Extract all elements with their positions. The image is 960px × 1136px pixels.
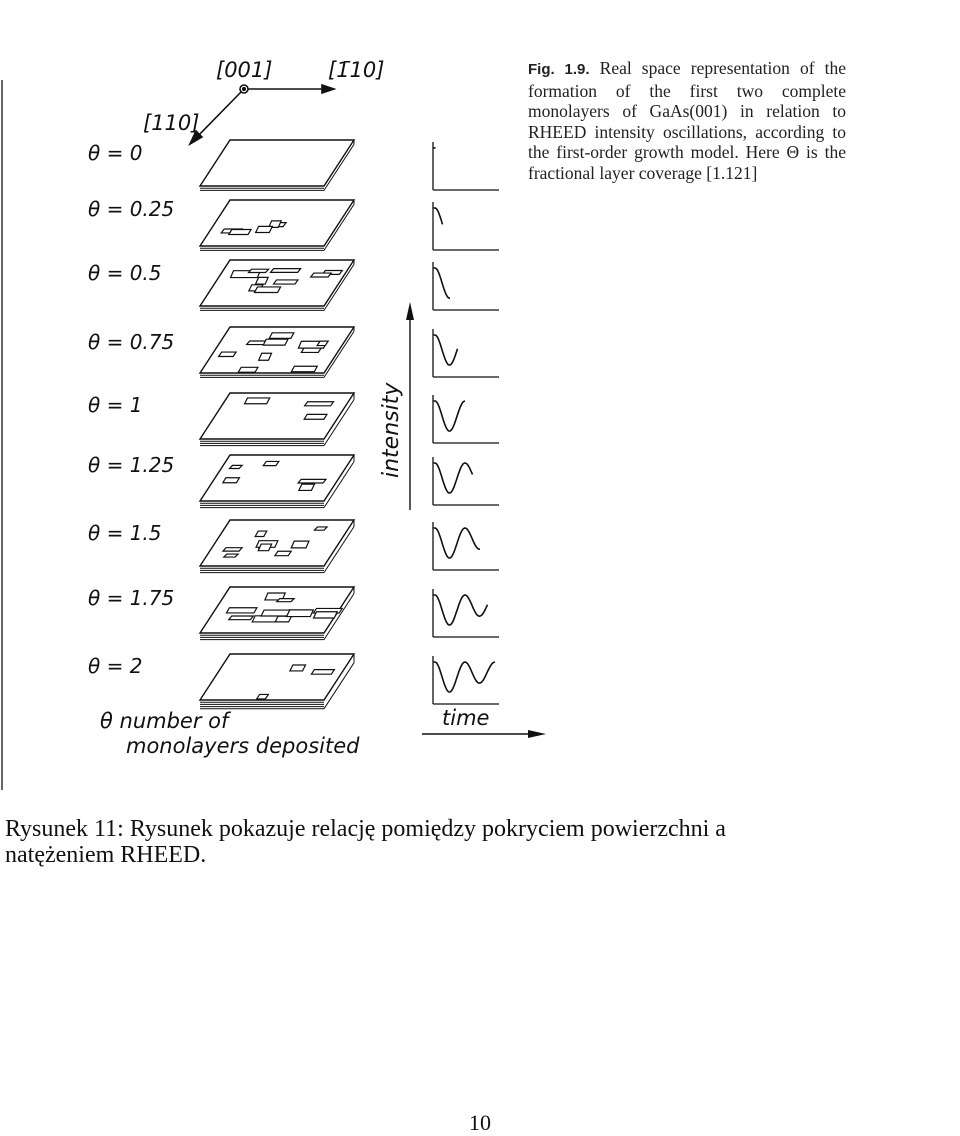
- island: [238, 367, 258, 372]
- island: [299, 484, 315, 490]
- intensity-trace: [433, 262, 499, 310]
- intensity-trace: [433, 656, 499, 704]
- theta-label: θ = 1.25: [88, 453, 175, 477]
- surface-slab: [200, 260, 354, 310]
- theta-label: θ = 0: [88, 141, 143, 165]
- coverage-labels: [88, 141, 174, 678]
- surface-slab: [200, 327, 354, 377]
- theta-legend-line2: monolayers deposited: [126, 734, 360, 758]
- intensity-axis: [406, 302, 414, 510]
- intensity-trace: [433, 202, 499, 250]
- island: [275, 551, 291, 555]
- island: [269, 333, 294, 339]
- figure-caption-english: [528, 58, 846, 183]
- island: [254, 287, 280, 293]
- surface-slab: [200, 587, 354, 640]
- theta-label: θ = 2: [88, 654, 143, 678]
- theta-legend-line1: θ number of: [100, 709, 229, 733]
- direction-001-label: [001]: [216, 58, 273, 82]
- island: [311, 273, 331, 277]
- island: [229, 616, 254, 620]
- theta-label: θ = 1.5: [88, 521, 162, 545]
- island: [252, 616, 278, 622]
- island: [305, 402, 334, 406]
- island: [271, 269, 301, 273]
- island: [223, 548, 242, 551]
- time-axis: [422, 730, 546, 738]
- rheed-intensity-traces: [433, 142, 499, 704]
- surface-slab: [200, 520, 354, 573]
- intensity-trace: [433, 522, 499, 570]
- intensity-trace: [433, 589, 499, 637]
- intensity-trace: [433, 329, 499, 377]
- surface-slab: [200, 455, 354, 508]
- surface-slab: [200, 654, 354, 709]
- island: [223, 478, 240, 483]
- theta-label: θ = 0.5: [88, 261, 162, 285]
- surface-slabs: [200, 140, 354, 709]
- island: [298, 479, 326, 483]
- surface-slab: [200, 140, 354, 190]
- theta-label: θ = 1.75: [88, 586, 175, 610]
- island: [291, 541, 309, 548]
- theta-label: θ = 1: [88, 393, 143, 417]
- direction-110-label: [110]: [143, 111, 200, 135]
- island: [219, 352, 236, 356]
- island: [290, 665, 306, 671]
- island: [226, 608, 256, 613]
- island: [277, 599, 294, 602]
- island: [224, 554, 238, 557]
- island: [249, 269, 269, 272]
- intensity-axis-label: intensity: [379, 382, 404, 478]
- figure-caption-polish: Rysunek 11: Rysunek pokazuje relację pomiędzy pokryciem powierzchni a natężeniem RHEED.: [5, 816, 726, 868]
- theta-label: θ = 0.25: [88, 197, 175, 221]
- island: [263, 461, 279, 465]
- island: [287, 610, 314, 617]
- figure-caption-text: Real space representation of the formation of the first two complete monolayers of GaAs(001) in relation to RHEED intensity oscillations, according to the first-order growth model. Here Θ is the fractional layer coverage [1.121]: [528, 58, 846, 183]
- island: [274, 280, 298, 284]
- island: [291, 366, 317, 372]
- island: [304, 414, 327, 419]
- surface-slab: [200, 393, 354, 446]
- page-number: 10: [469, 1110, 491, 1135]
- time-axis-label: time: [442, 706, 490, 730]
- island: [258, 544, 271, 551]
- island: [256, 226, 273, 232]
- direction-1bar10-label: [1̄10]: [328, 58, 385, 82]
- surface-slab: [200, 200, 354, 250]
- island: [259, 353, 272, 360]
- intensity-trace: [433, 395, 499, 443]
- direction-axes: [190, 85, 334, 144]
- island: [263, 339, 288, 345]
- figure-number: Fig. 1.9.: [528, 61, 590, 78]
- island: [261, 610, 290, 616]
- island: [314, 612, 338, 618]
- island: [229, 465, 242, 468]
- island: [245, 398, 270, 404]
- intensity-trace: [433, 457, 499, 505]
- island: [229, 230, 251, 235]
- theta-label: θ = 0.75: [88, 330, 175, 354]
- island: [314, 527, 327, 530]
- intensity-trace: [433, 142, 499, 190]
- island: [311, 670, 334, 675]
